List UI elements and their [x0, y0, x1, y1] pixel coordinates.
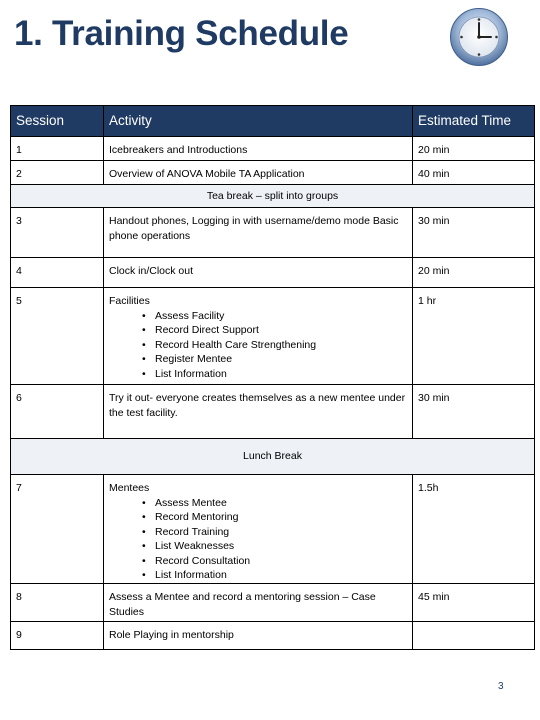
activity-cell: Handout phones, Logging in with username/demo mode Basic phone operations	[104, 208, 413, 258]
session-cell: 9	[11, 622, 104, 650]
table-row	[11, 475, 535, 584]
session-cell: 4	[11, 258, 104, 288]
time-cell: 20 min	[413, 137, 535, 161]
table-row	[11, 258, 535, 288]
break-label: Tea break – split into groups	[11, 185, 535, 208]
time-cell: 45 min	[413, 584, 535, 622]
header-estimated-time: Estimated Time	[413, 106, 535, 137]
activity-heading: Mentees	[109, 482, 150, 494]
table-row	[11, 208, 535, 258]
header-activity: Activity	[104, 106, 413, 137]
break-label: Lunch Break	[11, 439, 535, 475]
page-title: 1. Training Schedule	[14, 14, 349, 53]
time-cell: 20 min	[413, 258, 535, 288]
time-cell	[413, 622, 535, 650]
session-cell: 3	[11, 208, 104, 258]
activity-cell	[104, 288, 413, 385]
table-row	[11, 584, 535, 622]
list-item: • Assess Mentee	[155, 496, 408, 511]
table-row	[11, 622, 535, 650]
activity-sublist	[109, 496, 408, 583]
header-session: Session	[11, 106, 104, 137]
activity-sublist	[109, 309, 408, 382]
activity-cell: Clock in/Clock out	[104, 258, 413, 288]
list-item: • Record Mentoring	[155, 510, 408, 525]
schedule-table	[10, 105, 535, 650]
list-item: • Register Mentee	[155, 352, 408, 367]
session-cell: 7	[11, 475, 104, 584]
list-item: • Record Health Care Strengthening	[155, 338, 408, 353]
session-cell: 8	[11, 584, 104, 622]
time-cell: 1 hr	[413, 288, 535, 385]
session-cell: 6	[11, 385, 104, 439]
activity-cell: Icebreakers and Introductions	[104, 137, 413, 161]
list-item: • Record Direct Support	[155, 323, 408, 338]
list-item: • Record Consultation	[155, 554, 408, 569]
break-row	[11, 439, 535, 475]
list-item: • Record Training	[155, 525, 408, 540]
list-item: • List Weaknesses	[155, 539, 408, 554]
table-header-row	[11, 106, 535, 137]
table-row	[11, 161, 535, 185]
list-item: • List Information	[155, 568, 408, 583]
time-cell: 30 min	[413, 208, 535, 258]
table-row	[11, 385, 535, 439]
break-row	[11, 185, 535, 208]
table-row	[11, 137, 535, 161]
session-cell: 1	[11, 137, 104, 161]
time-cell: 1.5h	[413, 475, 535, 584]
table-row	[11, 288, 535, 385]
session-cell: 2	[11, 161, 104, 185]
time-cell: 40 min	[413, 161, 535, 185]
clock-icon	[449, 7, 509, 67]
time-cell: 30 min	[413, 385, 535, 439]
activity-cell: Assess a Mentee and record a mentoring session – Case Studies	[104, 584, 413, 622]
activity-heading: Facilities	[109, 295, 150, 307]
session-cell: 5	[11, 288, 104, 385]
activity-cell	[104, 475, 413, 584]
activity-cell: Role Playing in mentorship	[104, 622, 413, 650]
activity-cell: Try it out- everyone creates themselves as a new mentee under the test facility.	[104, 385, 413, 439]
list-item: • List Information	[155, 367, 408, 382]
list-item: • Assess Facility	[155, 309, 408, 324]
activity-cell: Overview of ANOVA Mobile TA Application	[104, 161, 413, 185]
page-number: 3	[498, 681, 504, 692]
